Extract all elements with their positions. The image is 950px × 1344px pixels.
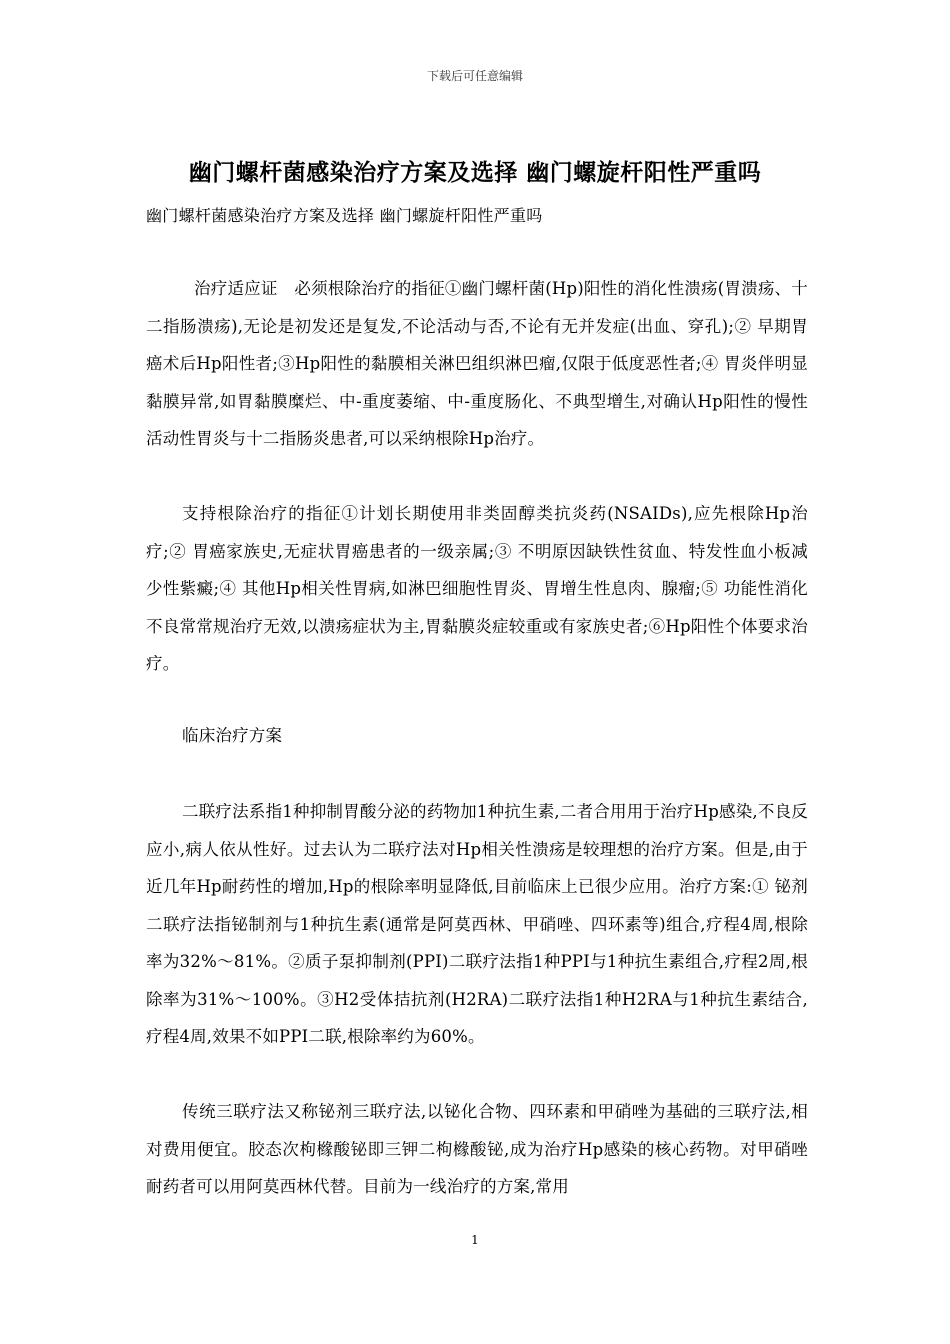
paragraph-text: 支持根除治疗的指征①计划长期使用非类固醇类抗炎药(NSAIDs),应先根除Hp治疗;② 胃癌家族史,无症状胃癌患者的一级亲属;③ 不明原因缺铁性贫血、特发性血小板减少性紫癜;④ 其他Hp相关性胃病,如淋巴细胞性胃炎、胃增生性息肉、腺瘤;⑤ 功能性消化不良常常规治疗无效,以溃疡症状为主,胃黏膜炎症较重或有家族史者;⑥Hp阳性个体要求治疗。 [146, 504, 808, 673]
section-heading-text: 临床治疗方案 [182, 726, 283, 745]
paragraph-text: 二联疗法系指1种抑制胃酸分泌的药物加1种抗生素,二者合用用于治疗Hp感染,不良反应小,病人依从性好。过去认为二联疗法对Hp相关性溃疡是较理想的治疗方案。但是,由于近几年Hp耐药性的增加,Hp的根除率明显降低,目前临床上已很少应用。治疗方案:① 铋剂二联疗法指铋制剂与1种抗生素(通常是阿莫西林、甲硝唑、四环素等)组合,疗程4周,根除率为32%～81%。②质子泵抑制剂(PPI)二联疗法指1种PPI与1种抗生素组合,疗程2周,根除率为31%～100%。③H2受体拮抗剂(H2RA)二联疗法指1种H2RA与1种抗生素结合,疗程4周,效果不如PPI二联,根除率约为60%。 [146, 802, 808, 1046]
document-subtitle: 幽门螺杆菌感染治疗方案及选择 幽门螺旋杆阳性严重吗 [146, 206, 543, 225]
page-number: 1 [471, 1233, 479, 1247]
document-title: 幽门螺杆菌感染治疗方案及选择 幽门螺旋杆阳性严重吗 [188, 159, 762, 186]
paragraph-indications [146, 270, 808, 458]
section-heading-clinical-plan [146, 717, 808, 755]
paragraph-dual-therapy [146, 793, 808, 1056]
paragraph-text: 治疗适应证 必须根除治疗的指征①幽门螺杆菌(Hp)阳性的消化性溃疡(胃溃疡、十二指肠溃疡),无论是初发还是复发,不论活动与否,不论有无并发症(出血、穿孔);② 早期胃癌术后Hp阳性者;③Hp阳性的黏膜相关淋巴组织淋巴瘤,仅限于低度恶性者;④ 胃炎伴明显黏膜异常,如胃黏膜糜烂、中-重度萎缩、中-重度肠化、不典型增生,对确认Hp阳性的慢性活动性胃炎与十二指肠炎患者,可以采纳根除Hp治疗。 [146, 279, 808, 448]
paragraph-triple-therapy [146, 1093, 808, 1206]
page-header-note: 下载后可任意编辑 [426, 69, 523, 83]
paragraph-supporting-indications [146, 495, 808, 683]
paragraph-text: 传统三联疗法又称铋剂三联疗法,以铋化合物、四环素和甲硝唑为基础的三联疗法,相对费用便宜。胶态次枸橼酸铋即三钾二枸橼酸铋,成为治疗Hp感染的核心药物。对甲硝唑耐药者可以用阿莫西林代替。目前为一线治疗的方案,常用 [146, 1102, 808, 1196]
